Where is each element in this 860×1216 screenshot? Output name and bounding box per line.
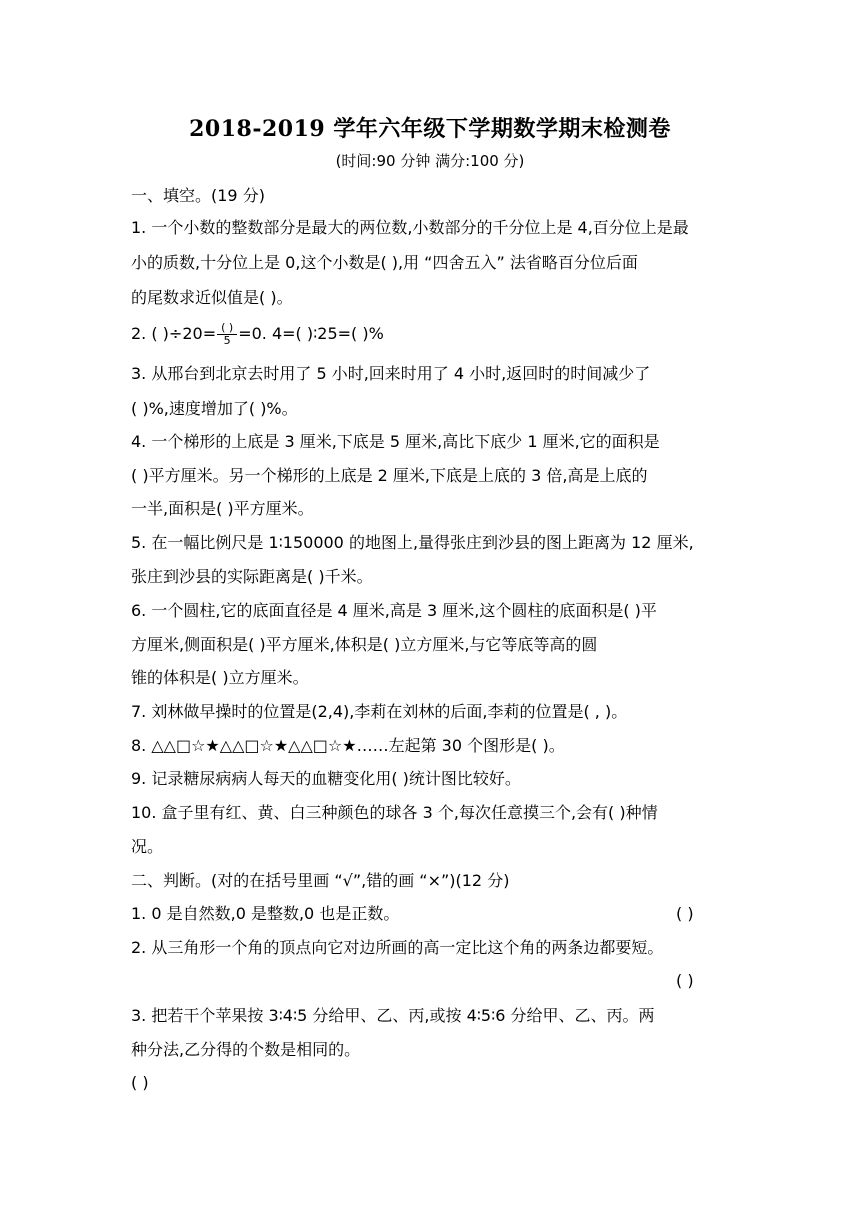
question-line: 9. 记录糖尿病病人每天的血糖变化用( )统计图比较好。: [131, 769, 521, 788]
question-line: 锥的体积是( )立方厘米。: [131, 668, 309, 687]
section-heading-true-false: 二、判断。(对的在括号里画 “√”,错的画 “×”)(12 分): [131, 871, 510, 890]
question-line: 7. 刘林做早操时的位置是(2,4),李莉在刘林的后面,李莉的位置是( , )。: [131, 702, 628, 721]
question-line: 张庄到沙县的实际距离是( )千米。: [131, 567, 373, 586]
fraction-denominator: 5: [223, 334, 231, 347]
page-title: 2018-2019 学年六年级下学期数学期末检测卷: [189, 116, 671, 142]
question-line: 5. 在一幅比例尺是 1∶150000 的地图上,量得张庄到沙县的图上距离为 12 厘米,: [131, 533, 694, 552]
question-line: 小的质数,十分位上是 0,这个小数是( ),用 “四舍五入” 法省略百分位后面: [131, 253, 638, 272]
question-line: 3. 从邢台到北京去时用了 5 小时,回来时用了 4 小时,返回时的时间减少了: [131, 364, 651, 383]
question-line: 6. 一个圆柱,它的底面直径是 4 厘米,高是 3 厘米,这个圆柱的底面积是( )平: [131, 601, 657, 620]
answer-blank: ( ): [131, 1073, 149, 1092]
question-line: 8. △△□☆★△△□☆★△△□☆★……左起第 30 个图形是( )。: [131, 736, 565, 755]
fraction: [217, 322, 237, 347]
question-line: 1. 0 是自然数,0 是整数,0 也是正数。: [131, 904, 400, 923]
question-line: 10. 盒子里有红、黄、白三种颜色的球各 3 个,每次任意摸三个,会有( )种情: [131, 803, 658, 822]
question-line: ( )平方厘米。另一个梯形的上底是 2 厘米,下底是上底的 3 倍,高是上底的: [131, 466, 648, 485]
question-line: 的尾数求近似值是( )。: [131, 288, 293, 307]
question-2-part: =0. 4=( )∶25=( )%: [238, 324, 384, 343]
question-line: 况。: [131, 837, 164, 856]
answer-blank: ( ): [676, 971, 694, 990]
question-line: ( )%,速度增加了( )%。: [131, 399, 298, 418]
answer-blank: ( ): [676, 904, 694, 923]
question-2-part: 2. ( )÷20=: [131, 324, 217, 343]
question-2: [131, 322, 731, 347]
question-line: 3. 把若干个苹果按 3∶4∶5 分给甲、乙、丙,或按 4∶5∶6 分给甲、乙、丙。两: [131, 1006, 655, 1025]
question-line: 4. 一个梯形的上底是 3 厘米,下底是 5 厘米,高比下底少 1 厘米,它的面积是: [131, 432, 660, 451]
question-line: 一半,面积是( )平方厘米。: [131, 499, 314, 518]
question-line: 2. 从三角形一个角的顶点向它对边所画的高一定比这个角的两条边都要短。: [131, 938, 664, 957]
fraction-numerator: ( ): [217, 322, 237, 335]
section-heading-fill-in: 一、填空。(19 分): [131, 186, 265, 205]
question-line: 种分法,乙分得的个数是相同的。: [131, 1040, 361, 1059]
question-line: 1. 一个小数的整数部分是最大的两位数,小数部分的千分位上是 4,百分位上是最: [131, 218, 689, 237]
exam-info: (时间:90 分钟 满分:100 分): [335, 152, 525, 170]
question-line: 方厘米,侧面积是( )平方厘米,体积是( )立方厘米,与它等底等高的圆: [131, 635, 598, 654]
